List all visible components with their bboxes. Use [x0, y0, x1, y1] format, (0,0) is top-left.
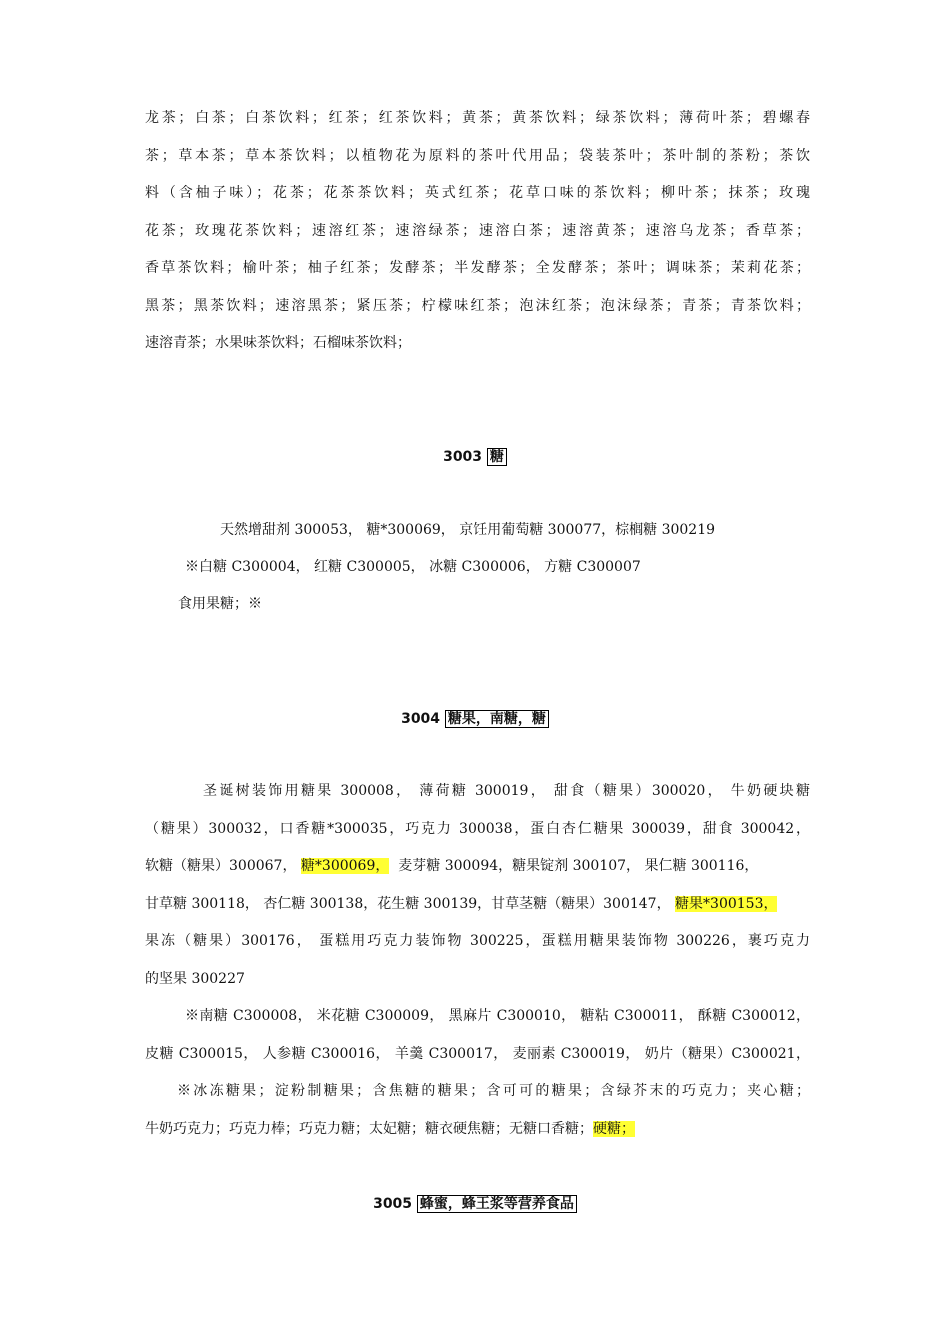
text-line: 软糖（糖果）300067， 糖*300069， 麦芽糖 300094，糖果锭剂 300107， 果仁糖 300116，	[145, 858, 759, 874]
text-line: 茶；草本茶；草本茶饮料；以植物花为原料的茶叶代用品；袋装茶叶；茶叶制的茶粉；茶饮	[145, 147, 810, 164]
text-line: 龙茶；白茶；白茶饮料；红茶；红茶饮料；黄茶；黄茶饮料；绿茶饮料；薄荷叶茶；碧螺春	[145, 110, 810, 126]
text-line: ※白糖 C300004， 红糖 C300005， 冰糖 C300006， 方糖 C300007	[185, 559, 641, 575]
section-heading-3003	[0, 446, 950, 466]
text-line: 花茶；玫瑰花茶饮料；速溶红茶；速溶绿茶；速溶白茶；速溶黄茶；速溶乌龙茶；香草茶；	[145, 222, 810, 239]
section-title: 蜂蜜，蜂王浆等营养食品	[417, 1195, 577, 1213]
section-heading-3004	[0, 708, 950, 728]
highlighted-term: 硬糖；	[593, 1120, 635, 1137]
highlighted-term: 糖*300069，	[300, 858, 390, 874]
text-line: 天然增甜剂 300053， 糖*300069， 京饪用葡萄糖 300077，棕榈糖 300219	[220, 522, 716, 538]
section-3003-body	[145, 512, 810, 623]
text-line: 速溶青茶；水果味茶饮料；石榴味茶饮料；	[145, 335, 411, 351]
section-code: 3003	[443, 449, 483, 465]
text-line: 皮糖 C300015， 人参糖 C300016， 羊羹 C300017， 麦丽素 C300019， 奶片（糖果）C300021，	[145, 1045, 810, 1062]
section-3004-body	[145, 773, 810, 1148]
highlighted-term: 糖果*300153，	[675, 895, 778, 912]
text-line: 牛奶巧克力；巧克力棒；巧克力糖；太妃糖；糖衣硬焦糖；无糖口香糖；硬糖；	[145, 1120, 635, 1137]
section-heading-3005	[0, 1193, 950, 1213]
text-line: 圣诞树装饰用糖果 300008， 薄荷糖 300019， 甜食（糖果）300020， 牛奶硬块糖	[203, 783, 810, 799]
section-title: 糖	[487, 448, 507, 466]
text-line: 香草茶饮料；榆叶茶；柚子红茶；发酵茶；半发酵茶；全发酵茶；茶叶；调味茶；茉莉花茶；	[145, 260, 810, 276]
section-code: 3005	[373, 1196, 413, 1212]
text-line: （糖果）300032，口香糖*300035，巧克力 300038，蛋白杏仁糖果 300039，甜食 300042，	[145, 820, 810, 837]
text-line: 的坚果 300227	[145, 970, 245, 987]
section-title: 糖果，南糖，糖	[445, 710, 549, 728]
section-code: 3004	[401, 711, 441, 727]
text-line: ※南糖 C300008， 米花糖 C300009， 黑麻片 C300010， 糖粘 C300011， 酥糖 C300012，	[185, 1008, 810, 1024]
text-line: 黑茶；黑茶饮料；速溶黑茶；紧压茶；柠檬味红茶；泡沫红茶；泡沫绿茶；青茶；青茶饮料；	[145, 297, 810, 314]
text-line: 食用果糖；※	[178, 596, 262, 612]
text-line: ※冰冻糖果；淀粉制糖果；含焦糖的糖果；含可可的糖果；含绿芥末的巧克力；夹心糖；	[177, 1083, 810, 1099]
text-line: 甘草糖 300118， 杏仁糖 300138，花生糖 300139，甘草茎糖（糖果）300147， 糖果*300153，	[145, 895, 778, 912]
text-line: 果冻（糖果）300176， 蛋糕用巧克力装饰物 300225，蛋糕用糖果装饰物 300226，裹巧克力	[145, 933, 810, 949]
tea-list-paragraph	[145, 100, 810, 363]
text-line: 料（含柚子味）；花茶；花茶茶饮料；英式红茶；花草口味的茶饮料；柳叶茶；抹茶；玫瑰	[145, 185, 810, 201]
